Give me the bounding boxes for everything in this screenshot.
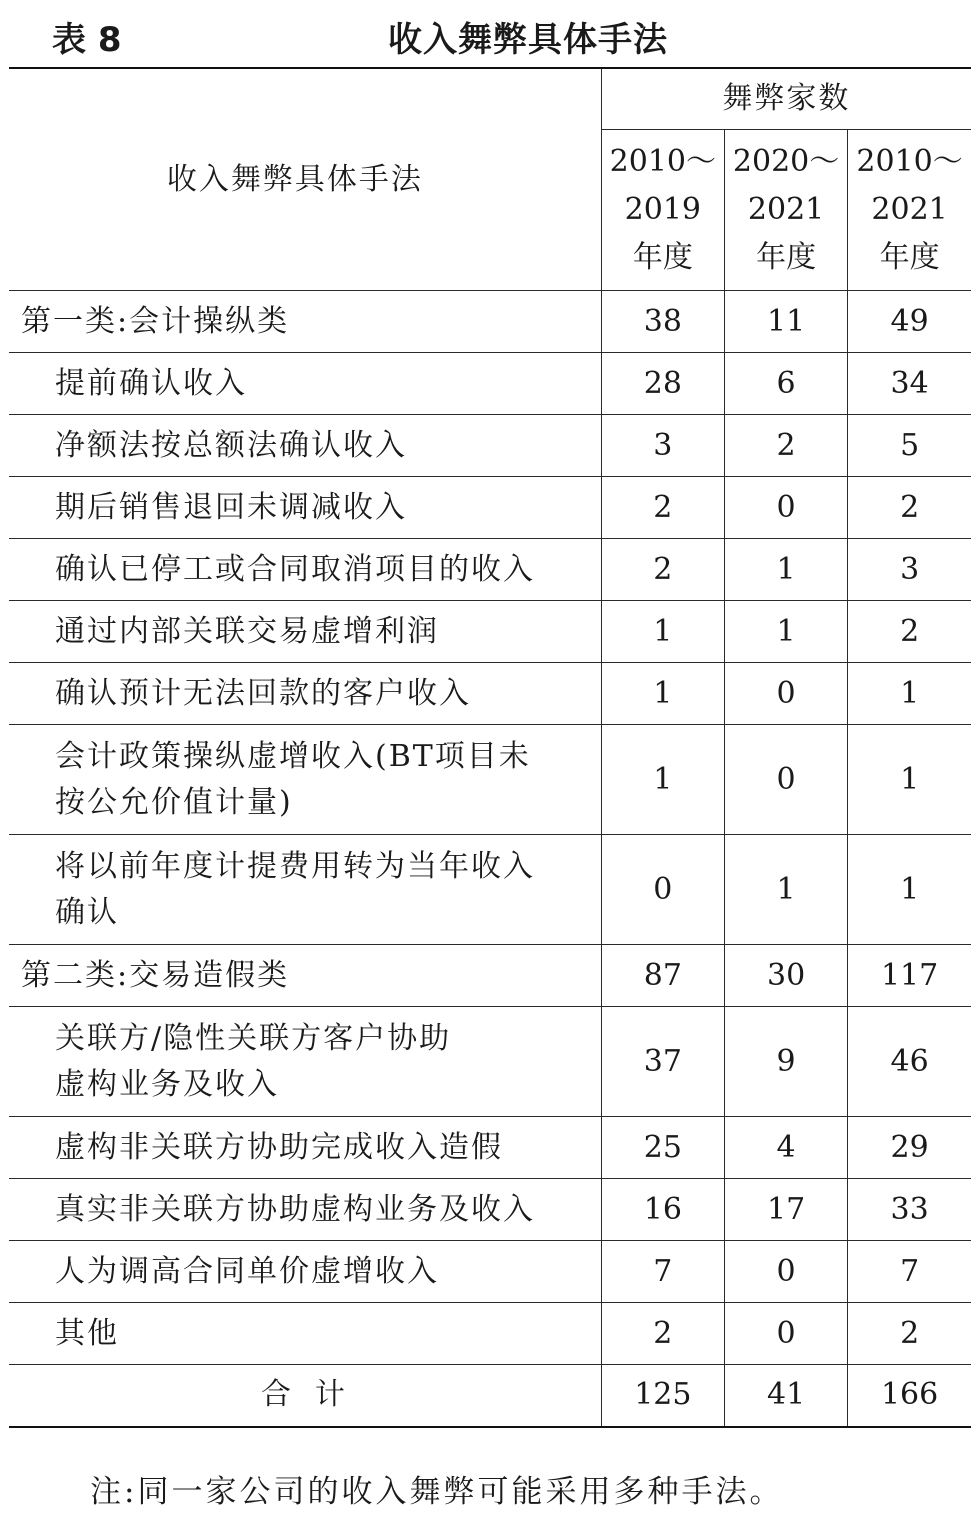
cell-value: 0 [724, 725, 847, 835]
cell-value: 49 [848, 291, 971, 353]
table-number: 表 8 [52, 20, 122, 60]
cell-value: 46 [848, 1007, 971, 1117]
table-row [9, 477, 971, 539]
header-method: 收入舞弊具体手法 [9, 68, 601, 291]
cell-value: 2 [848, 601, 971, 663]
cell-value: 2 [848, 477, 971, 539]
cell-value: 3 [848, 539, 971, 601]
category-row [9, 291, 971, 353]
header-period-2010-2019: 2010～ 2019 年度 [601, 130, 724, 291]
total-value: 41 [724, 1365, 847, 1427]
cell-value: 17 [724, 1179, 847, 1241]
cell-value: 0 [724, 1241, 847, 1303]
cell-value: 25 [601, 1117, 724, 1179]
cell-value: 1 [848, 725, 971, 835]
table-note: 注:同一家公司的收入舞弊可能采用多种手法。 [90, 1474, 784, 1510]
cell-value: 9 [724, 1007, 847, 1117]
header-period-2010-2021: 2010～ 2021 年度 [848, 130, 971, 291]
cell-value: 30 [724, 945, 847, 1007]
cell-value: 117 [848, 945, 971, 1007]
category-row [9, 945, 971, 1007]
table-row [9, 1179, 971, 1241]
row-label: 第一类:会计操纵类 [9, 291, 601, 353]
cell-value: 4 [724, 1117, 847, 1179]
cell-value: 1 [724, 835, 847, 945]
table-row [9, 725, 971, 835]
total-value: 125 [601, 1365, 724, 1427]
cell-value: 34 [848, 353, 971, 415]
cell-value: 2 [601, 477, 724, 539]
cell-value: 1 [724, 539, 847, 601]
cell-value: 7 [848, 1241, 971, 1303]
row-label: 通过内部关联交易虚增利润 [9, 601, 601, 663]
fraud-methods-table [9, 67, 971, 1428]
table-row [9, 415, 971, 477]
table-row [9, 601, 971, 663]
row-label: 会计政策操纵虚增收入(BT项目未 按公允价值计量) [9, 725, 601, 835]
cell-value: 7 [601, 1241, 724, 1303]
cell-value: 0 [724, 1303, 847, 1365]
cell-value: 2 [848, 1303, 971, 1365]
row-label: 确认预计无法回款的客户收入 [9, 663, 601, 725]
cell-value: 0 [724, 663, 847, 725]
table-title-bar [0, 0, 971, 64]
table-row [9, 1303, 971, 1365]
cell-value: 1 [848, 835, 971, 945]
total-label: 合计 [9, 1365, 601, 1427]
row-label: 期后销售退回未调减收入 [9, 477, 601, 539]
cell-value: 16 [601, 1179, 724, 1241]
cell-value: 5 [848, 415, 971, 477]
cell-value: 87 [601, 945, 724, 1007]
cell-value: 2 [724, 415, 847, 477]
table-row [9, 835, 971, 945]
cell-value: 1 [601, 725, 724, 835]
cell-value: 33 [848, 1179, 971, 1241]
row-label: 净额法按总额法确认收入 [9, 415, 601, 477]
row-label: 将以前年度计提费用转为当年收入 确认 [9, 835, 601, 945]
row-label: 真实非关联方协助虚构业务及收入 [9, 1179, 601, 1241]
row-label: 虚构非关联方协助完成收入造假 [9, 1117, 601, 1179]
cell-value: 29 [848, 1117, 971, 1179]
table-row [9, 539, 971, 601]
table-row [9, 1007, 971, 1117]
header-period-2020-2021: 2020～ 2021 年度 [724, 130, 847, 291]
cell-value: 28 [601, 353, 724, 415]
table-row [9, 1241, 971, 1303]
table-title: 收入舞弊具体手法 [388, 20, 668, 60]
table-row [9, 663, 971, 725]
cell-value: 0 [601, 835, 724, 945]
header-fraud-count: 舞弊家数 [601, 68, 971, 130]
row-label: 人为调高合同单价虚增收入 [9, 1241, 601, 1303]
table-row [9, 1117, 971, 1179]
row-label: 第二类:交易造假类 [9, 945, 601, 1007]
cell-value: 38 [601, 291, 724, 353]
cell-value: 1 [601, 601, 724, 663]
row-label: 关联方/隐性关联方客户协助 虚构业务及收入 [9, 1007, 601, 1117]
table-row [9, 353, 971, 415]
row-label: 确认已停工或合同取消项目的收入 [9, 539, 601, 601]
row-label: 其他 [9, 1303, 601, 1365]
cell-value: 11 [724, 291, 847, 353]
cell-value: 0 [724, 477, 847, 539]
cell-value: 1 [601, 663, 724, 725]
cell-value: 2 [601, 539, 724, 601]
row-label: 提前确认收入 [9, 353, 601, 415]
cell-value: 1 [848, 663, 971, 725]
cell-value: 6 [724, 353, 847, 415]
total-value: 166 [848, 1365, 971, 1427]
cell-value: 1 [724, 601, 847, 663]
total-row [9, 1365, 971, 1427]
cell-value: 2 [601, 1303, 724, 1365]
cell-value: 3 [601, 415, 724, 477]
cell-value: 37 [601, 1007, 724, 1117]
